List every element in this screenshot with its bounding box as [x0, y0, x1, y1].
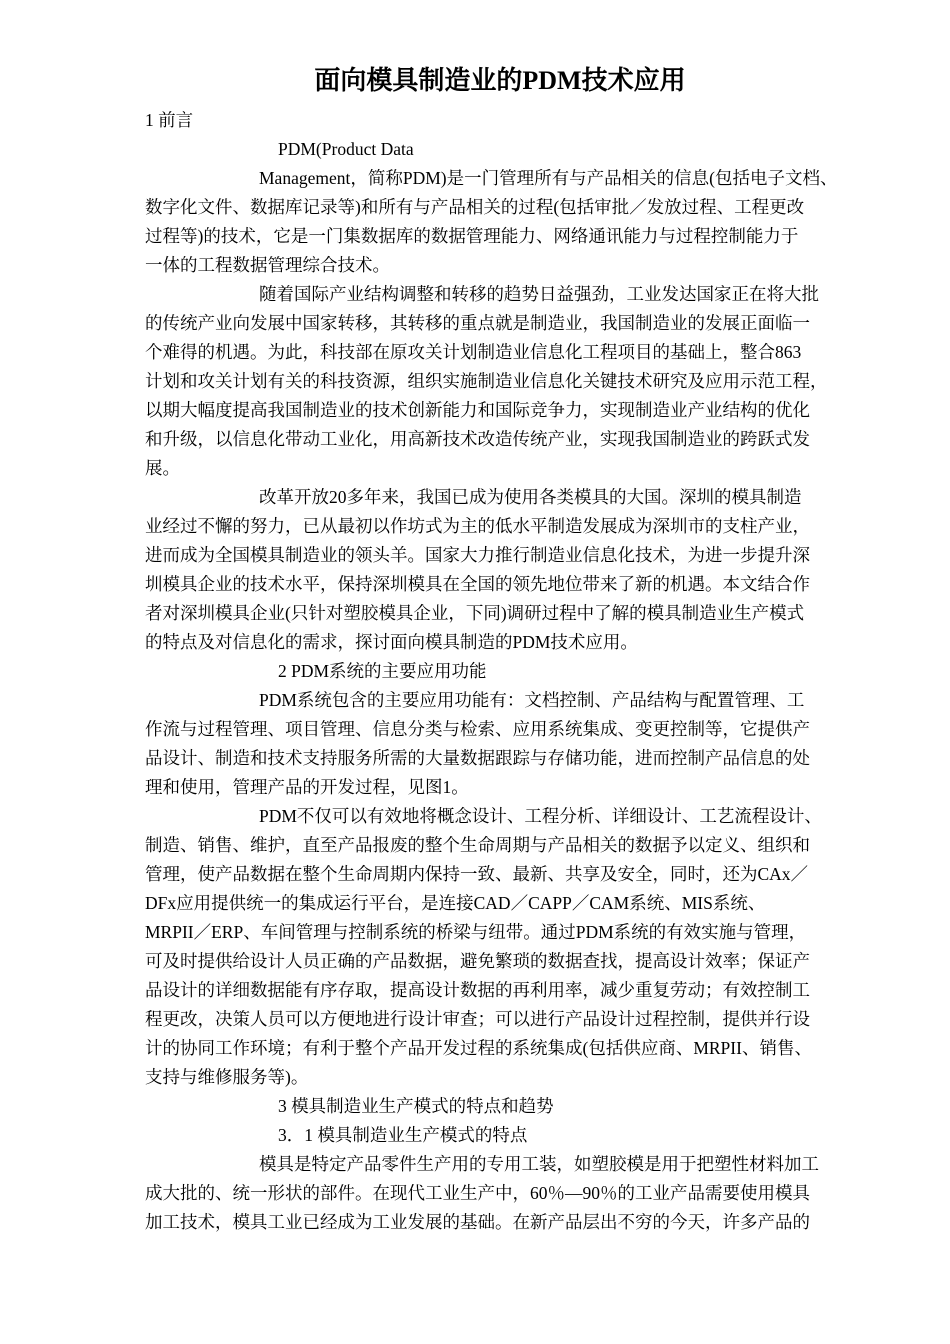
text-line: 者对深圳模具企业(只针对塑胶模具企业，下同)调研过程中了解的模具制造业生产模式 — [145, 603, 805, 623]
text-line: Management，简称PDM)是一门管理所有与产品相关的信息(包括电子文档、 — [259, 168, 838, 188]
text-line: 业经过不懈的努力，已从最初以作坊式为主的低水平制造发展成为深圳市的支柱产业， — [145, 516, 810, 536]
text-line: 数字化文件、数据库记录等)和所有与产品相关的过程(包括审批／发放过程、工程更改 — [145, 197, 805, 217]
text-line: 和升级，以信息化带动工业化，用高新技术改造传统产业，实现我国制造业的跨跃式发 — [145, 429, 810, 449]
text-line: 管理，使产品数据在整个生命周期内保持一致、最新、共享及安全，同时，还为CAx／ — [145, 864, 809, 884]
text-line: 的传统产业向发展中国家转移，其转移的重点就是制造业，我国制造业的发展正面临一 — [145, 313, 810, 333]
text-line: PDM系统包含的主要应用功能有：文档控制、产品结构与配置管理、工 — [259, 690, 805, 710]
text-line: 一体的工程数据管理综合技术。 — [145, 255, 390, 275]
text-line: 计的协同工作环境；有利于整个产品开发过程的系统集成(包括供应商、MRPII、销售、 — [145, 1038, 812, 1058]
text-line: 计划和攻关计划有关的科技资源，组织实施制造业信息化关键技术研究及应用示范工程， — [145, 371, 828, 391]
text-line: 品设计、制造和技术支持服务所需的大量数据跟踪与存储功能，进而控制产品信息的处 — [145, 748, 810, 768]
text-line: 可及时提供给设计人员正确的产品数据，避免繁琐的数据查找，提高设计效率；保证产 — [145, 951, 810, 971]
document-title: 面向模具制造业的PDM技术应用 — [314, 66, 686, 95]
text-line: 程更改，决策人员可以方便地进行设计审查；可以进行产品设计过程控制，提供并行设 — [145, 1009, 810, 1029]
text-line: 理和使用，管理产品的开发过程，见图1。 — [145, 777, 469, 797]
text-line: MRPII／ERP、车间管理与控制系统的桥梁与纽带。通过PDM系统的有效实施与管理， — [145, 922, 807, 942]
text-line: 个难得的机遇。为此，科技部在原攻关计划制造业信息化工程项目的基础上，整合863 — [145, 342, 802, 362]
text-line: PDM(Product Data — [278, 139, 414, 159]
text-line: 制造、销售、维护，直至产品报废的整个生命周期与产品相关的数据予以定义、组织和 — [145, 835, 810, 855]
text-line: 作流与过程管理、项目管理、信息分类与检索、应用系统集成、变更控制等，它提供产 — [145, 719, 810, 739]
heading-line: 1 前言 — [145, 110, 194, 130]
section-heading: 2 PDM系统的主要应用功能 — [278, 661, 487, 681]
text-line: 随着国际产业结构调整和转移的趋势日益强劲，工业发达国家正在将大批 — [259, 284, 819, 304]
text-line: DFx应用提供统一的集成运行平台，是连接CAD／CAPP／CAM系统、MIS系统、 — [145, 893, 766, 913]
section-heading: 3 模具制造业生产模式的特点和趋势 — [278, 1096, 554, 1116]
text-line: 品设计的详细数据能有序存取，提高设计数据的再利用率，减少重复劳动；有效控制工 — [145, 980, 810, 1000]
text-line: 成大批的、统一形状的部件。在现代工业生产中，60％—90％的工业产品需要使用模具 — [145, 1183, 810, 1203]
text-line: 的特点及对信息化的需求，探讨面向模具制造的PDM技术应用。 — [145, 632, 638, 652]
text-line: 以期大幅度提高我国制造业的技术创新能力和国际竞争力，实现制造业产业结构的优化 — [145, 400, 810, 420]
text-line: 展。 — [145, 458, 180, 478]
text-line: 过程等)的技术，它是一门集数据库的数据管理能力、网络通讯能力与过程控制能力于 — [145, 226, 799, 246]
text-line: 改革开放20多年来，我国已成为使用各类模具的大国。深圳的模具制造 — [259, 487, 802, 507]
text-line: 圳模具企业的技术水平，保持深圳模具在全国的领先地位带来了新的机遇。本文结合作 — [145, 574, 810, 594]
text-line: 模具是特定产品零件生产用的专用工装，如塑胶模是用于把塑性材料加工 — [259, 1154, 819, 1174]
text-line: 进而成为全国模具制造业的领头羊。国家大力推行制造业信息化技术，为进一步提升深 — [145, 545, 810, 565]
subsection-heading: 3．1 模具制造业生产模式的特点 — [278, 1125, 528, 1145]
text-line: 加工技术，模具工业已经成为工业发展的基础。在新产品层出不穷的今天，许多产品的 — [145, 1212, 810, 1232]
text-line: 支持与维修服务等)。 — [145, 1067, 309, 1087]
text-line: PDM不仅可以有效地将概念设计、工程分析、详细设计、工艺流程设计、 — [259, 806, 822, 826]
